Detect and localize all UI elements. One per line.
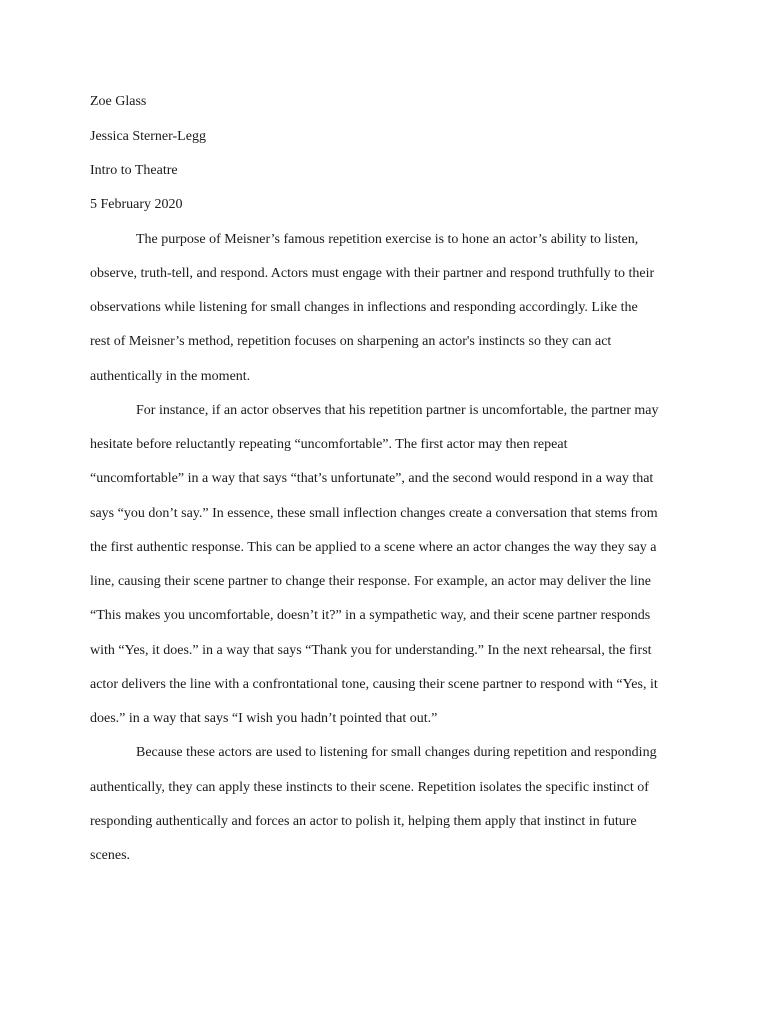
author-name: Zoe Glass	[90, 94, 147, 109]
paragraph-line: “This makes you uncomfortable, doesn’t it?” in a sympathetic way, and their scene partner responds	[90, 608, 651, 623]
paragraph-line: the first authentic response. This can be applied to a scene where an actor changes the way they say a	[90, 540, 657, 555]
paragraph-line: observe, truth-tell, and respond. Actors must engage with their partner and respond truthfully to their	[90, 266, 655, 281]
paragraph-line: hesitate before reluctantly repeating “uncomfortable”. The first actor may then repeat	[90, 437, 568, 452]
paragraph-line: “uncomfortable” in a way that says “that’s unfortunate”, and the second would respond in a way that	[90, 471, 654, 486]
paragraph-line: with “Yes, it does.” in a way that says “Thank you for understanding.” In the next rehearsal, the first	[90, 643, 652, 658]
paragraph-line: For instance, if an actor observes that his repetition partner is uncomfortable, the partner may	[136, 403, 659, 418]
paragraph-line: actor delivers the line with a confrontational tone, causing their scene partner to respond with “Yes, it	[90, 677, 658, 692]
paragraph-line: The purpose of Meisner’s famous repetition exercise is to hone an actor’s ability to listen,	[136, 232, 639, 247]
paragraph-line: authentically, they can apply these instincts to their scene. Repetition isolates the specific instinct of	[90, 780, 649, 795]
paragraph-line: rest of Meisner’s method, repetition focuses on sharpening an actor's instincts so they can act	[90, 334, 612, 349]
paragraph-line: line, causing their scene partner to change their response. For example, an actor may deliver the line	[90, 574, 651, 589]
course-name: Intro to Theatre	[90, 163, 178, 178]
paragraph-line: scenes.	[90, 848, 131, 863]
paragraph-line: observations while listening for small changes in inflections and responding accordingly. Like the	[90, 300, 638, 315]
document-date: 5 February 2020	[90, 197, 183, 212]
paragraph-line: does.” in a way that says “I wish you hadn’t pointed that out.”	[90, 711, 438, 726]
paragraph-line: says “you don’t say.” In essence, these small inflection changes create a conversation that stems from	[90, 506, 658, 521]
paragraph-line: authentically in the moment.	[90, 369, 251, 384]
paragraph-line: Because these actors are used to listening for small changes during repetition and responding	[136, 745, 657, 760]
paragraph-line: responding authentically and forces an actor to polish it, helping them apply that instinct in future	[90, 814, 637, 829]
instructor-name: Jessica Sterner-Legg	[90, 129, 206, 144]
